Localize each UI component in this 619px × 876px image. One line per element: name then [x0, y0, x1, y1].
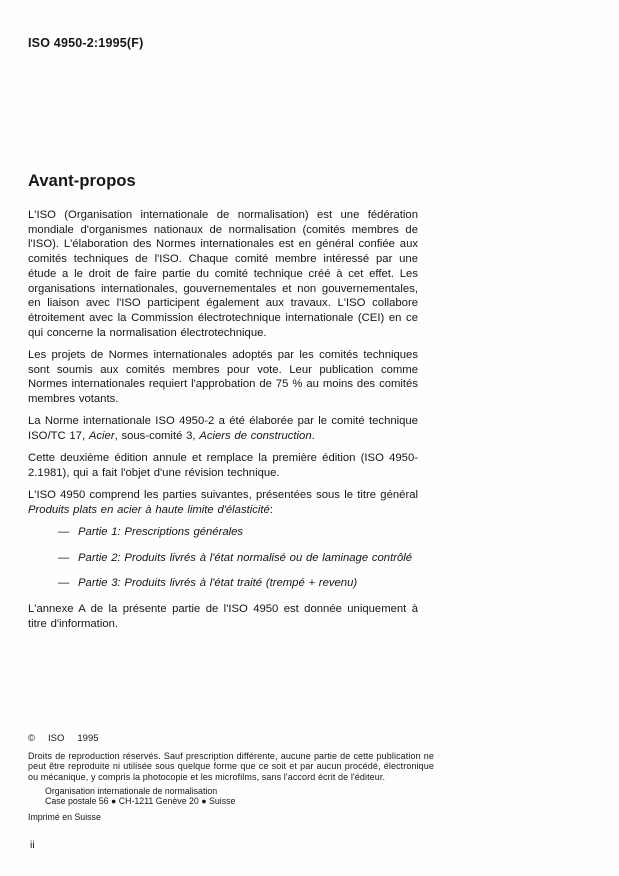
paragraph-second-edition: Cette deuxième édition annule et remplace la première édition (ISO 4950-2.1981), qui a fait l'objet d'une révision technique. [28, 452, 418, 479]
copyright-org: ISO [48, 733, 65, 744]
paragraph-annex-note: L'annexe A de la présente partie de l'ISO 4950 est donnée uniquement à titre d'information. [28, 602, 418, 630]
paragraph-draft-votes: Les projets de Normes internationales adoptés par les comités techniques sont soumis aux comités membres pour vote. Leur publication comme Normes internationales requiert l'approbation de 75 % au moins des comités membres votants. [28, 348, 418, 405]
rights-notice: Droits de reproduction réservés. Sauf prescription différente, aucune partie de cette publication ne peut être reproduite ni utilisée sous quelque forme que ce soit et par aucun procédé, électronique ou mécanique, y compris la photocopie et les microfilms, sans l'accord écrit de l'éditeur. [28, 751, 434, 782]
publisher-name: Organisation internationale de normalisation [45, 785, 218, 796]
copyright-icon: © [28, 733, 35, 744]
part-list-item-2 [28, 551, 418, 566]
publisher-address: Case postale 56 ● CH-1211 Genève 20 ● Suisse [45, 796, 236, 807]
dash-icon: — [58, 525, 70, 538]
page-number: ii [30, 839, 35, 851]
part-2-label: Partie 2: Produits livrés à l'état normalisé ou de laminage contrôlé [78, 551, 413, 564]
parts-list [28, 525, 418, 591]
publisher-address-block [45, 786, 434, 806]
body-text [28, 208, 418, 639]
dash-icon: — [58, 551, 70, 564]
section-title: Avant-propos [28, 172, 136, 190]
part-list-item-3 [28, 576, 418, 591]
copyright-year: 1995 [77, 733, 99, 744]
paragraph-iso-federation: L'ISO (Organisation internationale de normalisation) est une fédération mondiale d'organismes nationaux de normalisation (comités membres de l'ISO). L'élaboration des Normes internationales est en général confiée aux comités techniques de l'ISO. Chaque comité membre intéressé par une étude a le droit de faire partie du comité technique créé à cet effet. Les organisations internationales, gouvernementales et non gouvernementales, en liaison avec l'ISO participent également aux travaux. L'ISO collabore étroitement avec la Commission électrotechnique internationale (CEI) en ce qui concerne la normalisation électrotechnique. [28, 209, 418, 339]
part-1-label: Partie 1: Prescriptions générales [78, 525, 244, 538]
part-list-item-1 [28, 525, 418, 540]
printed-in: Imprimé en Suisse [28, 812, 101, 823]
paragraph-technical-committee: La Norme internationale ISO 4950-2 a été élaborée par le comité technique ISO/TC 17, Acier, sous-comité 3, Aciers de construction. [28, 415, 418, 442]
document-reference: ISO 4950-2:1995(F) [28, 36, 144, 50]
paragraph-parts-intro: L'ISO 4950 comprend les parties suivantes, présentées sous le titre général Produits plats en acier à haute limite d'élasticité: [28, 488, 418, 516]
dash-icon: — [58, 577, 70, 590]
footer [28, 733, 434, 822]
copyright-line [28, 733, 434, 744]
part-3-label: Partie 3: Produits livrés à l'état traité (trempé + revenu) [78, 577, 358, 590]
